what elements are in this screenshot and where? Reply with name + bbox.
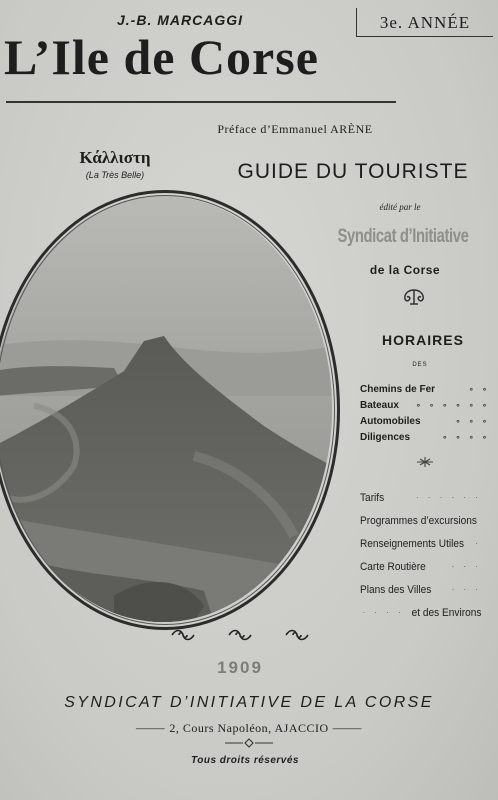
list-item-label: Bateaux bbox=[360, 399, 399, 411]
edited-by: édité par le bbox=[379, 202, 421, 212]
leader-dots: ∘ ∘ ∘ bbox=[455, 416, 490, 426]
leader-dots: ∘ ∘ ∘ ∘ ∘ ∘ bbox=[415, 400, 490, 410]
services-list bbox=[360, 486, 492, 624]
preface-credit: Préface d’Emmanuel ARÈNE bbox=[217, 122, 373, 136]
publication-year: 1909 bbox=[217, 658, 263, 677]
list-item bbox=[360, 555, 481, 578]
leader-dots: ∘ ∘ bbox=[468, 384, 490, 394]
list-item bbox=[360, 413, 490, 429]
publisher-name: SYNDICAT D’INITIATIVE DE LA CORSE bbox=[64, 694, 434, 711]
fleuron-icon bbox=[284, 628, 310, 642]
list-item bbox=[360, 486, 481, 509]
leader-dots: · · · bbox=[451, 585, 482, 594]
list-item bbox=[360, 578, 481, 601]
edition-box: 3e. ANNÉE bbox=[356, 8, 493, 37]
horaires-heading: HORAIRES bbox=[382, 332, 464, 348]
list-item bbox=[360, 397, 490, 413]
book-title: L’Ile de Corse bbox=[4, 29, 319, 85]
list-item-label: Renseignements Utiles bbox=[360, 537, 465, 550]
list-item-label: Carte Routière bbox=[360, 560, 426, 573]
fleuron-icon bbox=[227, 628, 253, 642]
leader-dots: · · · bbox=[451, 562, 482, 571]
list-item bbox=[360, 429, 490, 445]
dash-ornament-right: ⸻ bbox=[332, 721, 363, 735]
region-name: de la Corse bbox=[369, 263, 441, 277]
list-item-label: Tarifs bbox=[360, 491, 385, 504]
greek-epigraph: Κάλλιστη bbox=[79, 148, 151, 167]
divider-icon bbox=[223, 738, 275, 748]
list-item-label: et des Environs bbox=[411, 606, 482, 619]
list-item bbox=[360, 509, 481, 532]
rights-notice: Tous droits réservés bbox=[190, 755, 299, 766]
author-name: J.-B. MARCAGGI bbox=[117, 12, 243, 28]
syndicate-name: Syndicat d’Initiative bbox=[337, 226, 469, 247]
list-item-label: Plans des Villes bbox=[360, 583, 432, 596]
publisher-address bbox=[110, 719, 388, 736]
list-item-label: Programmes d’excursions bbox=[360, 514, 477, 527]
ornament-icon bbox=[398, 288, 430, 306]
list-item-label: Chemins de Fer bbox=[360, 383, 436, 395]
list-item-label: Diligences bbox=[360, 431, 411, 443]
dash-ornament-left: ⸻ bbox=[135, 721, 170, 735]
fleuron-icon bbox=[170, 628, 196, 642]
leader-dots: · · · · bbox=[362, 608, 405, 617]
leader-dots: · bbox=[475, 539, 482, 548]
list-item bbox=[360, 532, 481, 555]
photo-frame bbox=[0, 190, 340, 630]
epigraph-translation: (La Très Belle) bbox=[85, 170, 145, 180]
horaires-des: DES bbox=[412, 362, 428, 368]
list-item bbox=[360, 381, 490, 397]
leader-dots: ∘ ∘ ∘ ∘ bbox=[442, 432, 490, 442]
timetable-list bbox=[360, 381, 490, 445]
flourish-icon bbox=[415, 456, 435, 468]
leader-dots: · · · · · · bbox=[416, 493, 482, 502]
guide-heading: GUIDE DU TOURISTE bbox=[237, 160, 469, 183]
title-rule bbox=[6, 101, 396, 103]
ornament-row bbox=[170, 628, 310, 642]
list-item-label: Automobiles bbox=[360, 415, 421, 427]
list-item bbox=[360, 601, 481, 624]
address-text: 2, Cours Napoléon, AJACCIO bbox=[169, 721, 329, 735]
